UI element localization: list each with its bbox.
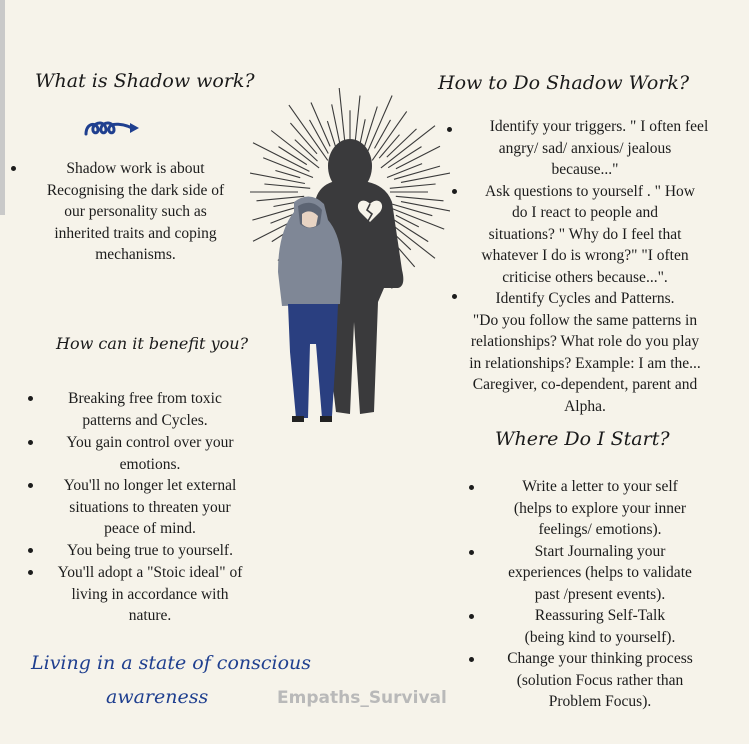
text-line: do I react to people and xyxy=(512,204,658,221)
heading-how-can-it-benefit: How can it benefit you? xyxy=(56,334,249,353)
burst-ray xyxy=(339,88,345,143)
bullet-dot-icon xyxy=(28,570,33,575)
text-line: inherited traits and coping xyxy=(54,224,217,242)
bullet-dot-icon xyxy=(28,440,33,445)
how-to-steps xyxy=(425,116,745,417)
benefit-item xyxy=(40,562,260,627)
text-line: You'll adopt a "Stoic ideal" of xyxy=(57,564,243,581)
text-line: nature. xyxy=(128,607,172,624)
text-line: Start Journaling your xyxy=(534,542,666,560)
swirl-arrow-icon xyxy=(84,118,144,138)
text-line: Write a letter to your self xyxy=(522,478,678,495)
burst-ray xyxy=(375,120,391,148)
text-line: mechanisms. xyxy=(95,246,176,263)
text-line: situations? " Why do I feel that xyxy=(488,225,682,243)
text-line: emotions. xyxy=(119,455,181,473)
text-line: past /present events). xyxy=(534,585,666,603)
heading-how-to-do-shadow-work: How to Do Shadow Work? xyxy=(438,72,690,94)
text-line: feelings/ emotions). xyxy=(538,521,662,538)
text-line: "Do you follow the same patterns in xyxy=(472,311,698,329)
where-to-start-steps xyxy=(480,476,720,713)
text-line: living in accordance with xyxy=(71,585,229,603)
burst-ray xyxy=(372,111,407,160)
text-line: patterns and Cycles. xyxy=(82,411,208,429)
text-line: Problem Focus). xyxy=(548,693,652,710)
text-line: Ask questions to yourself . " How xyxy=(485,182,695,200)
text-line: Shadow work is about xyxy=(66,160,205,177)
bullet-dot-icon xyxy=(28,396,33,401)
burst-ray xyxy=(275,171,300,178)
burst-ray xyxy=(253,143,309,172)
shadow-work-definition xyxy=(18,158,253,266)
benefit-item xyxy=(40,388,250,431)
text-line: (helps to explore your inner xyxy=(513,499,687,517)
heading-where-do-i-start: Where Do I Start? xyxy=(495,428,670,450)
text-line: Identify your triggers. " I often feel xyxy=(489,118,709,135)
text-line: situations to threaten your xyxy=(69,498,231,516)
text-line: You gain control over your xyxy=(66,434,234,451)
text-line: Reassuring Self-Talk xyxy=(534,607,666,624)
text-line: Alpha. xyxy=(564,397,606,415)
text-line: Caregiver, co-dependent, parent and xyxy=(472,376,698,393)
text-line: Breaking free from toxic xyxy=(68,390,222,407)
text-line: angry/ sad/ anxious/ jealous xyxy=(498,139,672,157)
bullet-dot-icon xyxy=(469,614,474,619)
text-line: peace of mind. xyxy=(104,520,196,537)
benefit-item xyxy=(40,540,260,562)
text-line: You'll no longer let external xyxy=(63,477,237,494)
watermark: Empaths_Survival xyxy=(277,688,447,708)
bullet-dot-icon xyxy=(469,550,474,555)
text-line: relationships? What role do you play xyxy=(470,333,700,350)
text-line: whatever I do is wrong?" "I often xyxy=(481,247,689,264)
bullet-dot-icon xyxy=(469,485,474,490)
text-line: in relationships? Example: I am the... xyxy=(469,354,701,372)
burst-ray xyxy=(264,184,310,188)
burst-ray xyxy=(271,131,319,168)
text-line: because..." xyxy=(551,161,619,178)
footer-tagline-line1: Living in a state of conscious xyxy=(31,652,312,674)
boy-figure xyxy=(278,196,342,422)
text-line: (solution Focus rather than xyxy=(516,671,684,689)
burst-ray xyxy=(250,173,305,183)
text-line: experiences (helps to validate xyxy=(508,564,692,581)
bullet-dot-icon xyxy=(469,657,474,662)
bullet-dot-icon xyxy=(28,548,33,553)
bullet-dot-icon xyxy=(28,483,33,488)
text-line: Change your thinking process xyxy=(507,650,693,667)
burst-ray xyxy=(360,119,365,143)
text-line: our personality such as xyxy=(64,203,207,220)
text-line: You being true to yourself. xyxy=(67,542,233,559)
bullet-dot-icon xyxy=(11,166,16,171)
burst-ray xyxy=(396,215,419,227)
text-line: (being kind to yourself). xyxy=(524,628,676,646)
text-line: Recognising the dark side of xyxy=(46,181,225,199)
left-edge-bar xyxy=(0,0,5,215)
benefit-item xyxy=(40,432,260,475)
heading-what-is-shadow-work: What is Shadow work? xyxy=(35,70,255,92)
footer-tagline-line2: awareness xyxy=(106,686,209,708)
benefit-item xyxy=(40,475,260,540)
shadow-illustration xyxy=(250,82,450,432)
text-line: Identify Cycles and Patterns. xyxy=(495,290,675,307)
text-line: criticise others because...". xyxy=(502,268,668,286)
